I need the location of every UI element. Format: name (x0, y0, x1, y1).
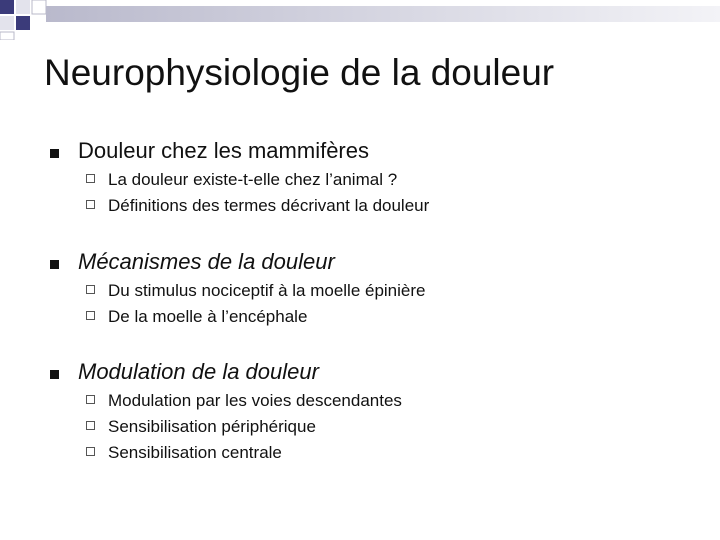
square-bullet-icon (50, 370, 59, 379)
checkbox-bullet-icon (86, 174, 95, 183)
section-heading-text: Modulation de la douleur (78, 359, 319, 384)
list-item-text: Du stimulus nociceptif à la moelle épinière (108, 281, 426, 300)
list-item-text: Définitions des termes décrivant la douleur (108, 196, 430, 215)
square-bullet-icon (50, 149, 59, 158)
slide-title: Neurophysiologie de la douleur (44, 52, 555, 93)
section-heading-text: Mécanismes de la douleur (78, 249, 335, 274)
checkbox-bullet-icon (86, 200, 95, 209)
list-item-text: Sensibilisation centrale (108, 443, 282, 462)
list-item-text: La douleur existe-t-elle chez l’animal ? (108, 170, 398, 189)
checkbox-bullet-icon (86, 421, 95, 430)
checkbox-bullet-icon (86, 311, 95, 320)
list-item-text: Sensibilisation périphérique (108, 417, 316, 436)
decorative-header-pattern (0, 0, 720, 40)
checkbox-bullet-icon (86, 395, 95, 404)
square-bullet-icon (50, 260, 59, 269)
list-item-text: Modulation par les voies descendantes (108, 391, 402, 410)
checkbox-bullet-icon (86, 447, 95, 456)
section-heading-text: Douleur chez les mammifères (78, 138, 369, 163)
checkbox-bullet-icon (86, 285, 95, 294)
list-item-text: De la moelle à l’encéphale (108, 307, 308, 326)
